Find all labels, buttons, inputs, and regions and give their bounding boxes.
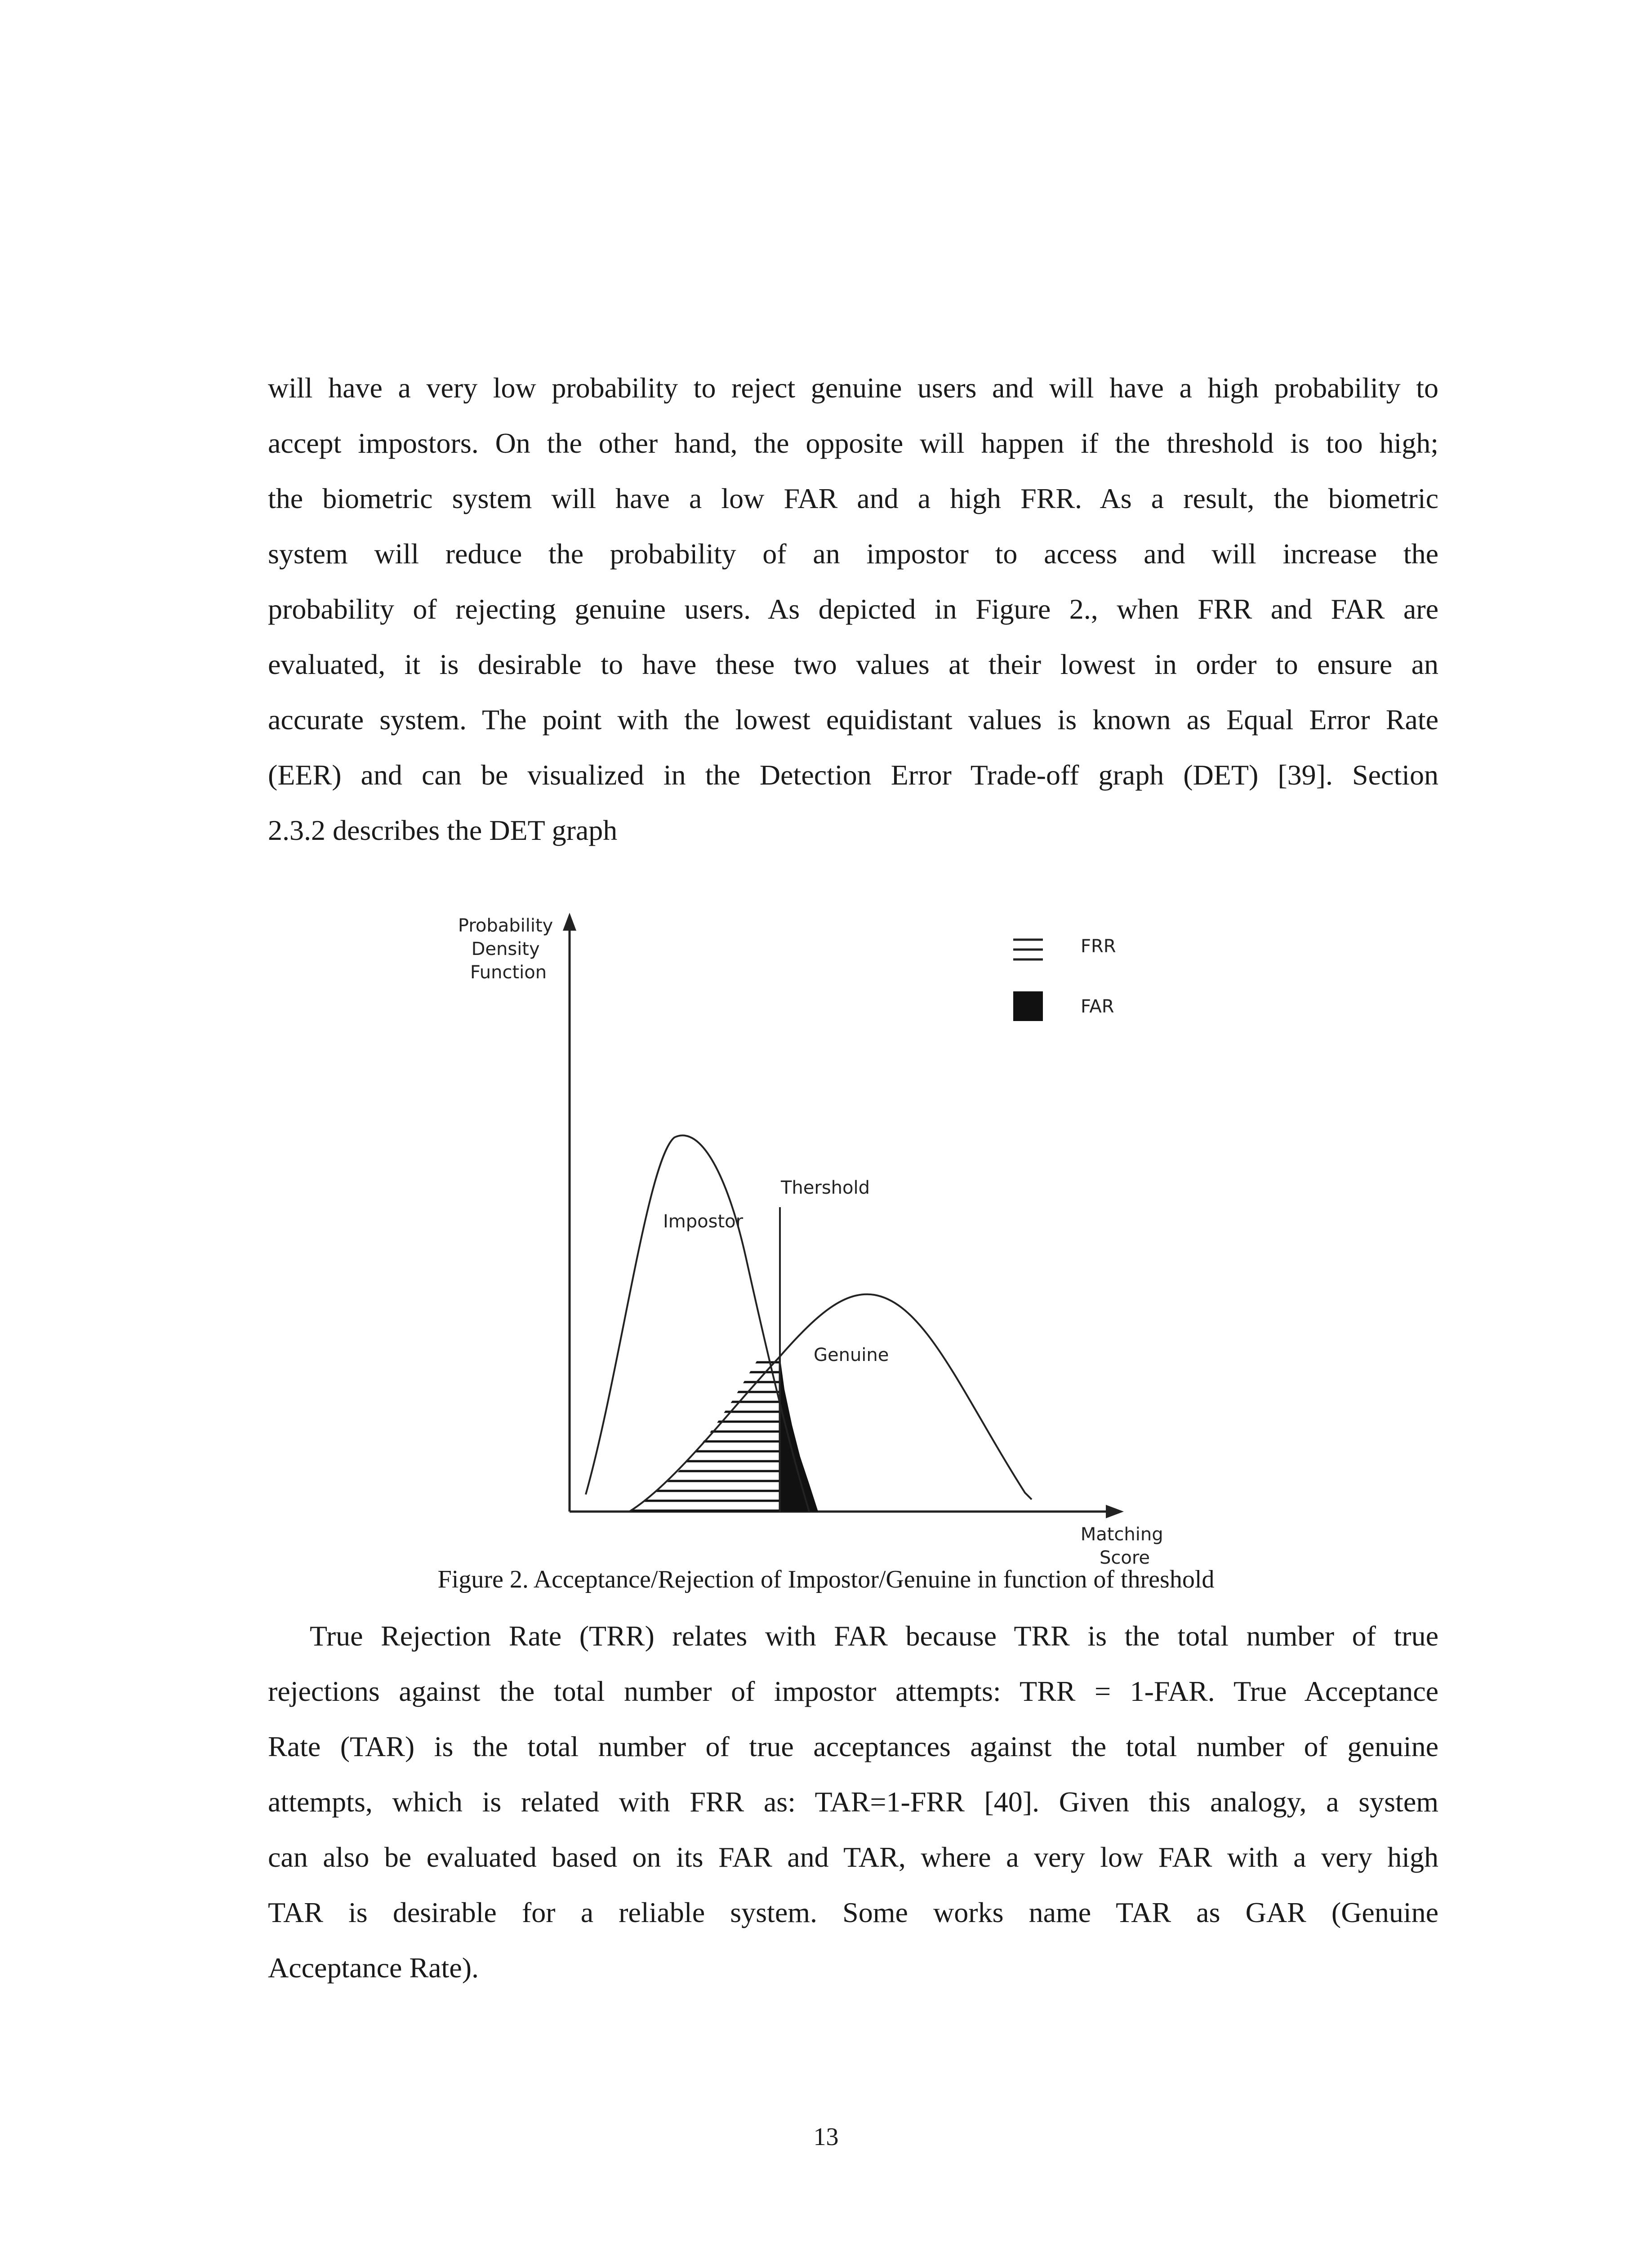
text-line: TAR is desirable for a reliable system. Some works name TAR as GAR (Genuine xyxy=(268,1896,1438,1928)
legend-far-label: FAR xyxy=(1081,996,1114,1017)
text-line: Acceptance Rate). xyxy=(268,1952,479,1984)
text-line: attempts, which is related with FRR as: TAR=1-FRR [40]. Given this analogy, a system xyxy=(268,1786,1438,1818)
far-region xyxy=(780,1356,818,1512)
x-axis-arrow xyxy=(1106,1505,1124,1518)
paragraph-2 xyxy=(268,1608,1438,1995)
text-line: (EER) and can be visualized in the Detection Error Trade-off graph (DET) [39]. Section xyxy=(268,759,1438,791)
legend-frr-label: FRR xyxy=(1081,936,1116,957)
legend xyxy=(1013,936,1116,1021)
figure-caption: Figure 2. Acceptance/Rejection of Impostor/Genuine in function of threshold xyxy=(437,1566,1215,1593)
genuine-curve xyxy=(629,1294,1032,1512)
page-number: 13 xyxy=(813,2123,839,2151)
impostor-label: Impostor xyxy=(663,1211,744,1232)
y-axis-arrow xyxy=(563,913,576,931)
text-line: evaluated, it is desirable to have these two values at their lowest in order to ensure an xyxy=(268,648,1438,680)
y-axis-label: Probability Density Function xyxy=(458,915,553,983)
legend-far-swatch xyxy=(1013,991,1043,1021)
genuine-label: Genuine xyxy=(814,1345,889,1365)
text-line: True Rejection Rate (TRR) relates with FAR because TRR is the total number of true xyxy=(310,1620,1438,1652)
text-line: accurate system. The point with the lowest equidistant values is known as Equal Error Rate xyxy=(268,704,1438,736)
text-line: probability of rejecting genuine users. As depicted in Figure 2., when FRR and FAR are xyxy=(268,593,1438,625)
text-line: rejections against the total number of impostor attempts: TRR = 1-FAR. True Acceptance xyxy=(268,1675,1438,1707)
x-axis-label: Matching Score xyxy=(1080,1524,1163,1568)
text-line: accept impostors. On the other hand, the opposite will happen if the threshold is too high; xyxy=(268,427,1438,459)
text-line: will have a very low probability to reject genuine users and will have a high probability to xyxy=(268,372,1438,404)
text-line: system will reduce the probability of an impostor to access and will increase the xyxy=(268,538,1438,570)
impostor-curve xyxy=(586,1135,809,1512)
text-line: the biometric system will have a low FAR and a high FRR. As a result, the biometric xyxy=(268,482,1438,514)
text-line: can also be evaluated based on its FAR and TAR, where a very low FAR with a very high xyxy=(268,1841,1438,1873)
text-line: Rate (TAR) is the total number of true acceptances against the total number of genuine xyxy=(268,1731,1438,1762)
text-line: 2.3.2 describes the DET graph xyxy=(268,814,618,846)
legend-frr-swatch xyxy=(1013,940,1043,959)
threshold-label: Thershold xyxy=(781,1178,870,1198)
